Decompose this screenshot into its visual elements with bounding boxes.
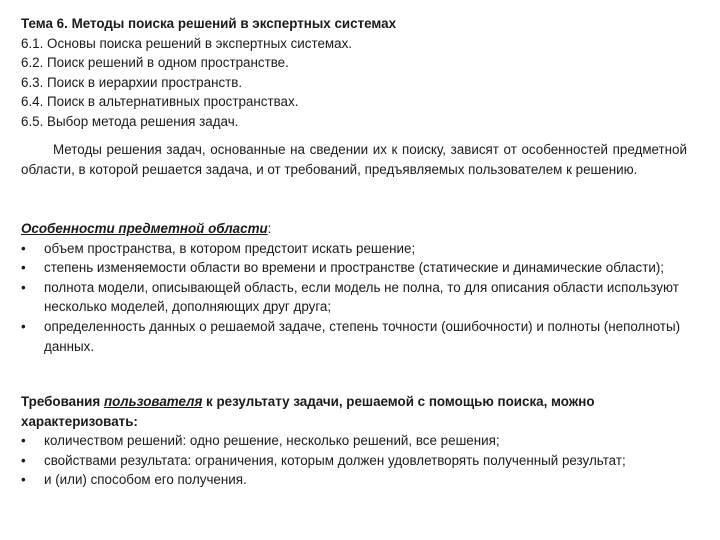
outline-item: 6.2. Поиск решений в одном пространстве. bbox=[21, 55, 289, 71]
outline-item: 6.5. Выбор метода решения задач. bbox=[21, 113, 239, 129]
domain-features-list bbox=[21, 239, 691, 357]
list-item bbox=[21, 431, 691, 451]
list-item bbox=[21, 258, 691, 278]
list-item bbox=[21, 470, 691, 490]
list-item bbox=[21, 451, 691, 471]
list-item-text: объем пространства, в котором предстоит искать решение; bbox=[44, 240, 416, 256]
intro-paragraph: Методы решения задач, основанные на сведении их к поиску, зависят от особенностей предметной области, в которой решается задача, и от требований, предъявляемых пользователем к решению. bbox=[21, 142, 687, 177]
user-requirements-list bbox=[21, 431, 691, 490]
bullet: • bbox=[21, 279, 26, 295]
bullet: • bbox=[21, 452, 26, 468]
list-item bbox=[21, 239, 691, 259]
heading-lead: Требования bbox=[21, 394, 104, 409]
list-item-text: определенность данных о решаемой задаче, степень точности (ошибочности) и полноты (неполноты) данных. bbox=[44, 318, 681, 354]
outline-item: 6.3. Поиск в иерархии пространств. bbox=[21, 74, 243, 90]
bullet: • bbox=[21, 433, 26, 449]
outline-item: 6.1. Основы поиска решений в экспертных системах. bbox=[21, 35, 352, 51]
heading-emphasis: пользователя bbox=[103, 394, 203, 409]
bullet: • bbox=[21, 260, 26, 276]
bullet: • bbox=[21, 472, 26, 488]
domain-features-heading-text: Особенности предметной области bbox=[21, 221, 268, 236]
bullet: • bbox=[21, 318, 26, 334]
user-requirements-section bbox=[21, 392, 691, 490]
list-item bbox=[21, 278, 691, 317]
list-item-text: степень изменяемости области во времени и пространстве (статические и динамические области); bbox=[44, 260, 665, 276]
user-requirements-heading bbox=[21, 392, 691, 431]
topic-title: Тема 6. Методы поиска решений в экспертных системах bbox=[21, 16, 397, 31]
list-item-text: полнота модели, описывающей область, если модель не полна, то для описания области используют несколько моделей, дополняющих друг друга; bbox=[44, 279, 679, 315]
domain-features-heading bbox=[21, 219, 691, 239]
list-item-text: количеством решений: одно решение, несколько решений, все решения; bbox=[44, 433, 500, 449]
list-item-text: свойствами результата: ограничения, которым должен удовлетворять полученный результат; bbox=[44, 452, 626, 468]
heading-colon: : bbox=[267, 221, 272, 236]
list-item bbox=[21, 317, 691, 356]
heading-tail: к результату задачи, решаемой с помощью поиска, можно характеризовать: bbox=[21, 394, 595, 429]
topic-outline bbox=[21, 14, 701, 132]
domain-features-section bbox=[21, 219, 691, 356]
outline-item: 6.4. Поиск в альтернативных пространствах. bbox=[21, 94, 299, 110]
list-item-text: и (или) способом его получения. bbox=[44, 472, 247, 488]
bullet: • bbox=[21, 240, 26, 256]
